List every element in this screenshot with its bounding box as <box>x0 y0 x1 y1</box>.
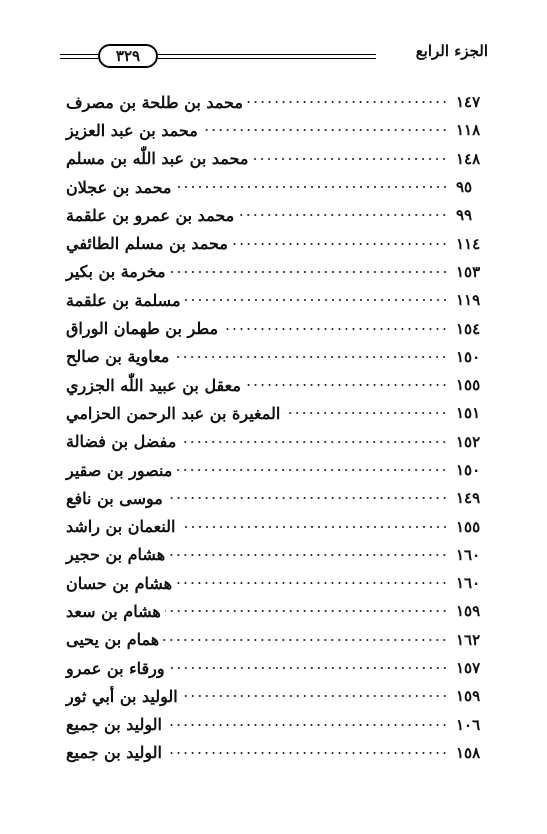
entry-page: ١٥٩ <box>456 602 481 621</box>
index-entry <box>60 145 488 173</box>
entry-page: ٩٩ <box>456 206 473 225</box>
header-rule-left <box>60 54 98 59</box>
entry-name: محمد بن طلحة بن مصرف <box>66 92 243 112</box>
entry-name: ورقاء بن عمرو <box>66 658 165 678</box>
index-entry <box>60 711 488 739</box>
entry-name: محمد بن عبد العزيز <box>66 120 198 140</box>
index-entry <box>60 116 488 144</box>
index-entry <box>60 626 488 654</box>
entry-name: محمد بن مسلم الطائفي <box>66 234 228 254</box>
index-entry <box>60 314 488 342</box>
index-entry <box>60 173 488 201</box>
entry-name: موسى بن نافع <box>66 488 163 508</box>
entry-name: الوليد بن جميع <box>66 743 162 763</box>
dot-leader <box>284 404 448 422</box>
entry-page: ١٥٣ <box>456 262 481 281</box>
index-entry <box>60 456 488 484</box>
dot-leader <box>176 461 448 479</box>
entry-name: النعمان بن راشد <box>66 517 176 537</box>
entry-page: ١٤٨ <box>456 149 481 168</box>
dot-leader <box>176 574 448 592</box>
dot-leader <box>165 602 448 620</box>
index-entry <box>60 88 488 116</box>
entry-name: مفضل بن فضالة <box>66 432 177 452</box>
entry-page: ١١٨ <box>456 121 481 140</box>
entry-name: محمد بن عجلان <box>66 177 172 197</box>
dot-leader <box>176 178 449 196</box>
entry-name: همام بن يحيى <box>66 630 160 650</box>
dot-leader <box>180 518 449 536</box>
dot-leader <box>182 687 448 705</box>
header-rule-middle <box>158 54 376 59</box>
entry-page: ١٥٧ <box>456 659 481 678</box>
index-entry <box>60 569 488 597</box>
index-entry <box>60 484 488 512</box>
page-number: ٣٢٩ <box>98 44 158 68</box>
volume-title: الجزء الرابع <box>415 42 488 60</box>
index-entry <box>60 512 488 540</box>
entry-page: ١٥١ <box>456 404 481 423</box>
index-entry <box>60 201 488 229</box>
entry-name: مطر بن طهمان الوراق <box>66 319 219 339</box>
dot-leader <box>202 121 448 139</box>
entry-page: ١٥٢ <box>456 432 481 451</box>
entry-name: محمد بن عبد اللّٰه بن مسلم <box>66 149 249 169</box>
index-entry <box>60 258 488 286</box>
entry-page: ١٥٤ <box>456 319 481 338</box>
entry-name: مسلمة بن علقمة <box>66 290 181 310</box>
page-header <box>60 40 488 76</box>
entry-name: معقل بن عبيد اللّٰه الجزري <box>66 375 241 395</box>
entry-page: ١١٩ <box>456 291 481 310</box>
index-entry <box>60 541 488 569</box>
entry-page: ١١٤ <box>456 234 481 253</box>
entry-name: هشام بن حسان <box>66 573 173 593</box>
index-entry <box>60 682 488 710</box>
index-entry <box>60 654 488 682</box>
dot-leader <box>169 659 448 677</box>
dot-leader <box>232 235 448 253</box>
dot-leader <box>166 744 448 762</box>
dot-leader <box>169 546 448 564</box>
dot-leader <box>252 150 448 168</box>
entry-name: معاوية بن صالح <box>66 347 170 367</box>
entry-page: ١٠٦ <box>456 715 481 734</box>
dot-leader <box>247 93 448 111</box>
dot-leader <box>173 348 448 366</box>
entry-page: ١٥٠ <box>456 461 481 479</box>
dot-leader <box>245 376 448 394</box>
index-entry <box>60 229 488 257</box>
entry-page: ١٤٧ <box>456 93 481 112</box>
entry-page: ١٥٩ <box>456 687 481 706</box>
entry-name: محمد بن عمرو بن علقمة <box>66 205 235 225</box>
index-list <box>60 88 488 767</box>
index-entry <box>60 371 488 399</box>
dot-leader <box>170 263 448 281</box>
index-entry <box>60 597 488 625</box>
dot-leader <box>167 489 448 507</box>
entry-name: مخرمة بن بكير <box>66 262 166 282</box>
entry-name: هشام بن حجير <box>66 545 166 565</box>
index-entry <box>60 739 488 767</box>
dot-leader <box>238 206 448 224</box>
index-entry <box>60 428 488 456</box>
entry-name: المغيرة بن عبد الرحمن الحزامي <box>66 403 281 423</box>
entry-name: منصور بن صقير <box>66 460 173 480</box>
entry-page: ١٦٠ <box>456 574 481 593</box>
entry-page: ١٥٥ <box>456 376 481 395</box>
entry-page: ١٦٢ <box>456 630 481 649</box>
entry-page: ١٦٠ <box>456 545 481 564</box>
entry-page: ١٤٩ <box>456 489 481 508</box>
entry-page: ٩٥ <box>456 178 473 197</box>
dot-leader <box>185 291 448 309</box>
entry-page: ١٥٨ <box>456 743 481 762</box>
entry-page: ١٥٠ <box>456 347 481 366</box>
entry-name: الوليد بن أبي ثور <box>66 686 178 706</box>
entry-page: ١٥٥ <box>456 517 481 536</box>
dot-leader <box>163 631 448 649</box>
entry-name: الوليد بن جميع <box>66 715 162 735</box>
index-entry <box>60 399 488 427</box>
entry-name: هشام بن سعد <box>66 601 161 621</box>
dot-leader <box>166 716 448 734</box>
dot-leader <box>222 320 448 338</box>
dot-leader <box>180 433 448 451</box>
index-entry <box>60 286 488 314</box>
index-entry <box>60 343 488 371</box>
